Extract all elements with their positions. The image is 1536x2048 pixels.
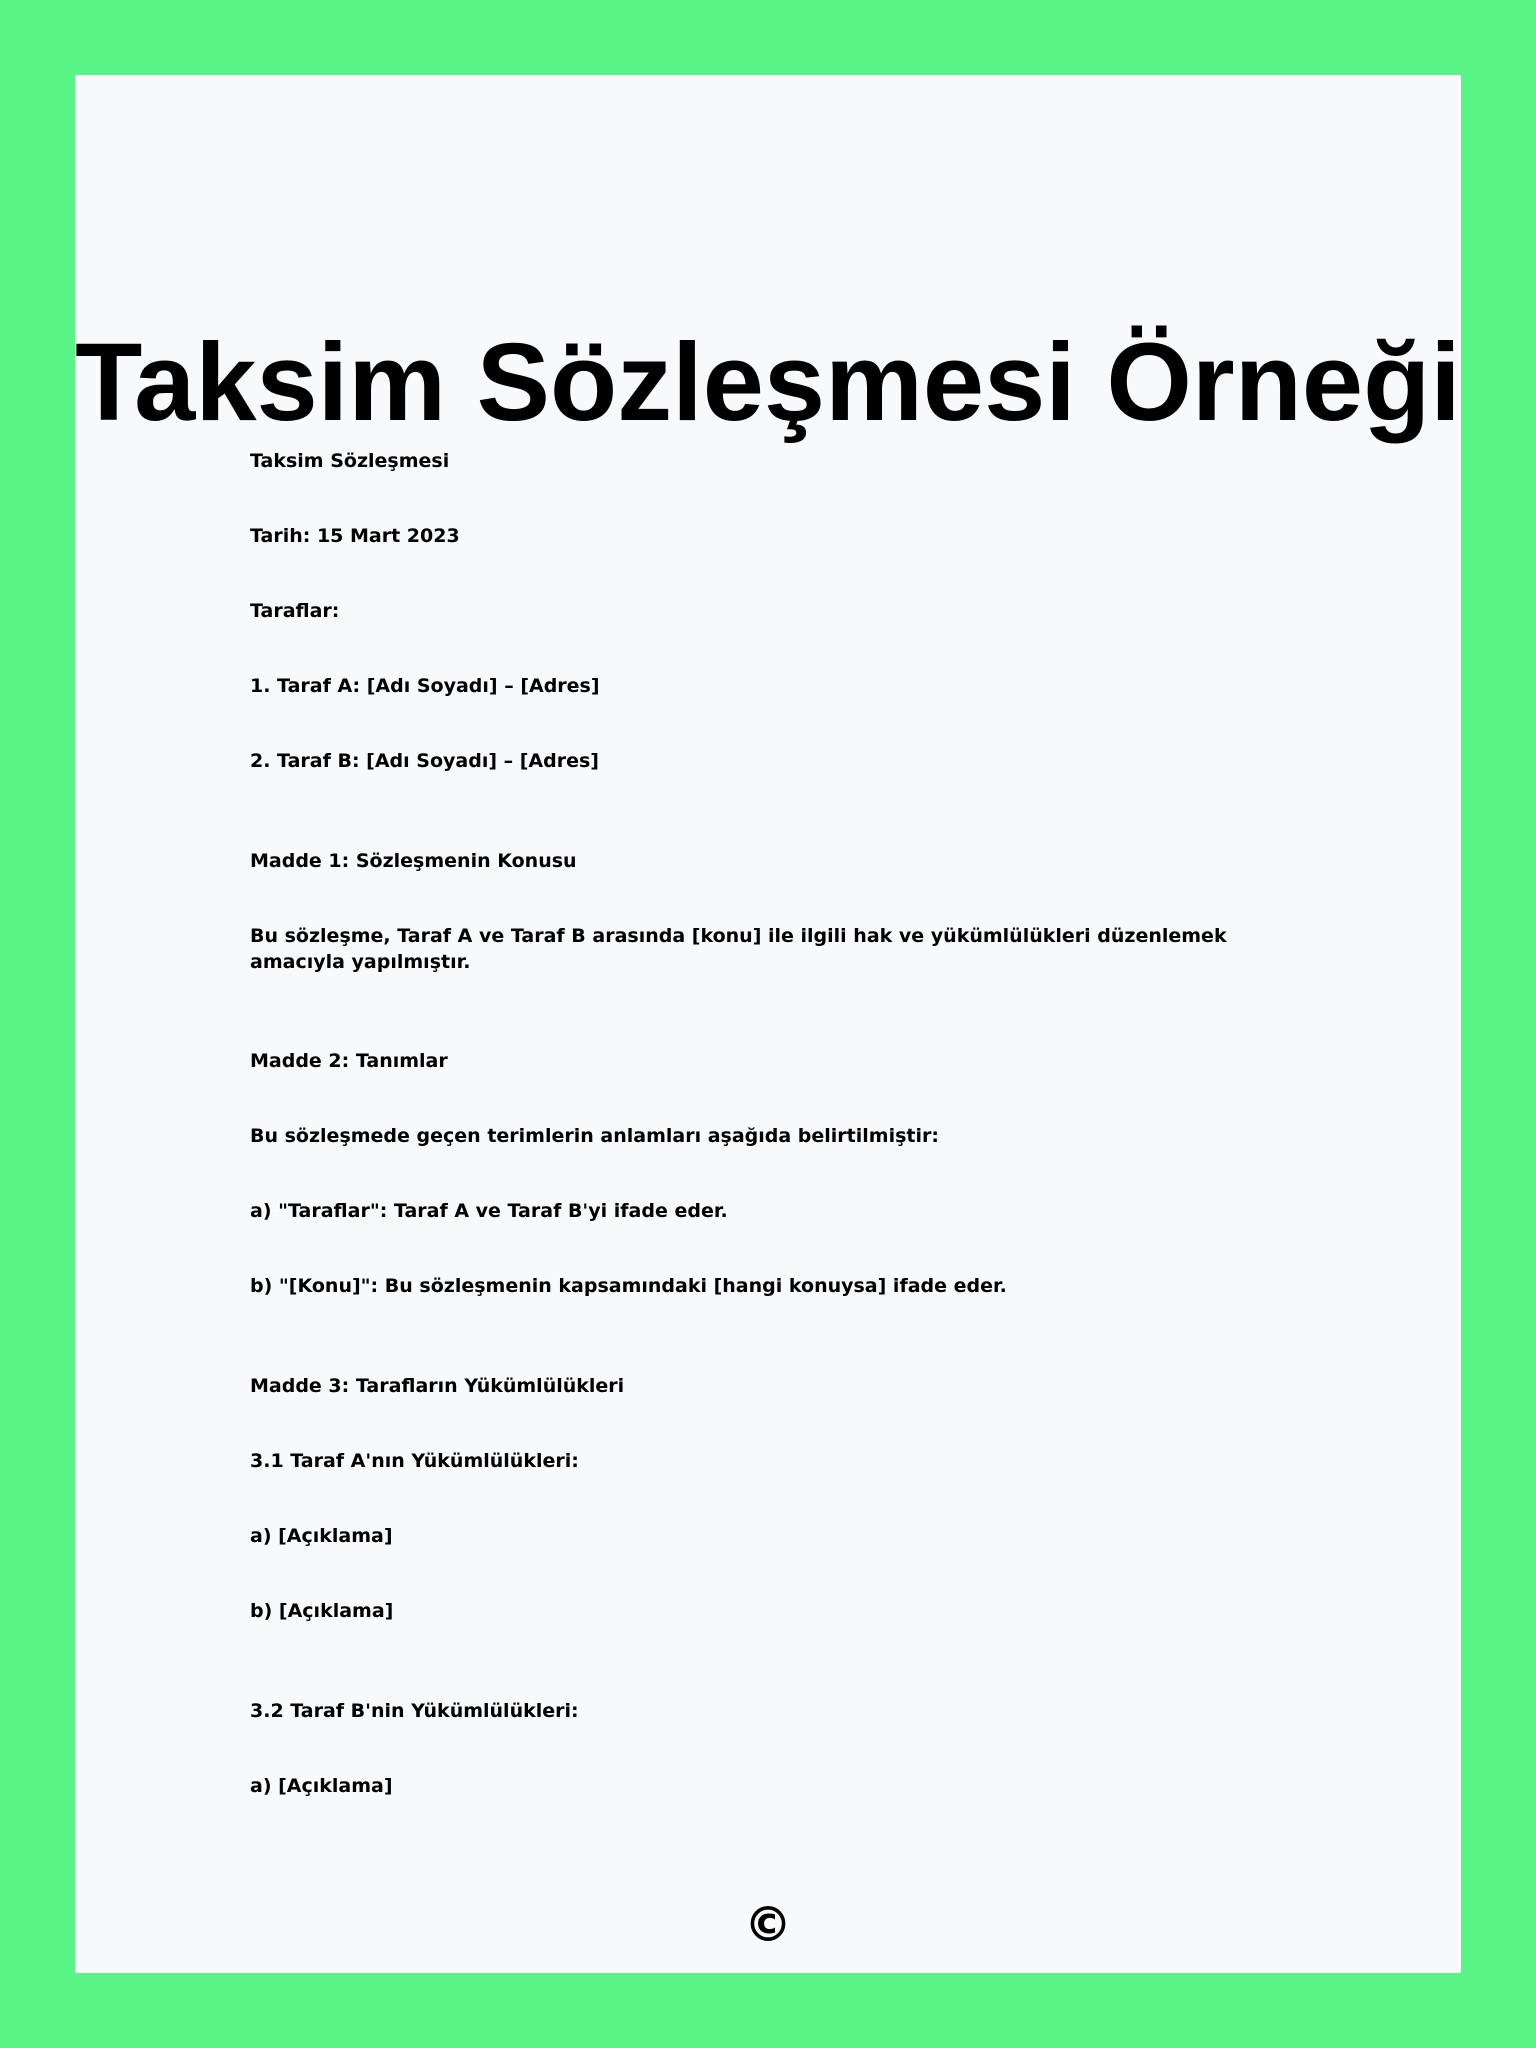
section-3-2-heading: 3.2 Taraf B'nin Yükümlülükleri: — [250, 1700, 579, 1722]
contract-heading: Taksim Sözleşmesi — [250, 450, 450, 472]
party-a: 1. Taraf A: [Adı Soyadı] – [Adres] — [250, 675, 600, 697]
section-3-1-item-b: b) [Açıklama] — [250, 1600, 394, 1622]
party-b: 2. Taraf B: [Adı Soyadı] – [Adres] — [250, 750, 599, 772]
article-1-heading: Madde 1: Sözleşmenin Konusu — [250, 850, 577, 872]
definition-b: b) "[Konu]": Bu sözleşmenin kapsamındaki [hangi konuysa] ifade eder. — [250, 1275, 1007, 1297]
section-3-1-item-a: a) [Açıklama] — [250, 1525, 393, 1547]
article-3-heading: Madde 3: Tarafların Yükümlülükleri — [250, 1375, 625, 1397]
article-2-heading: Madde 2: Tanımlar — [250, 1050, 448, 1072]
document-sheet — [75, 75, 1461, 1973]
article-1-text: Bu sözleşme, Taraf A ve Taraf B arasında [konu] ile ilgili hak ve yükümlülükleri düzenlemek amacıyla yapılmıştır. — [250, 925, 1227, 973]
section-3-2-item-a: a) [Açıklama] — [250, 1775, 393, 1797]
copyright-icon: © — [744, 1897, 792, 1953]
article-2-intro: Bu sözleşmede geçen terimlerin anlamları aşağıda belirtilmiştir: — [250, 1125, 939, 1147]
definition-a: a) "Taraflar": Taraf A ve Taraf B'yi ifade eder. — [250, 1200, 728, 1222]
document-title: Taksim Sözleşmesi Örneği — [75, 321, 1461, 444]
contract-date: Tarih: 15 Mart 2023 — [250, 525, 460, 547]
parties-heading: Taraflar: — [250, 600, 340, 622]
section-3-1-heading: 3.1 Taraf A'nın Yükümlülükleri: — [250, 1450, 579, 1472]
